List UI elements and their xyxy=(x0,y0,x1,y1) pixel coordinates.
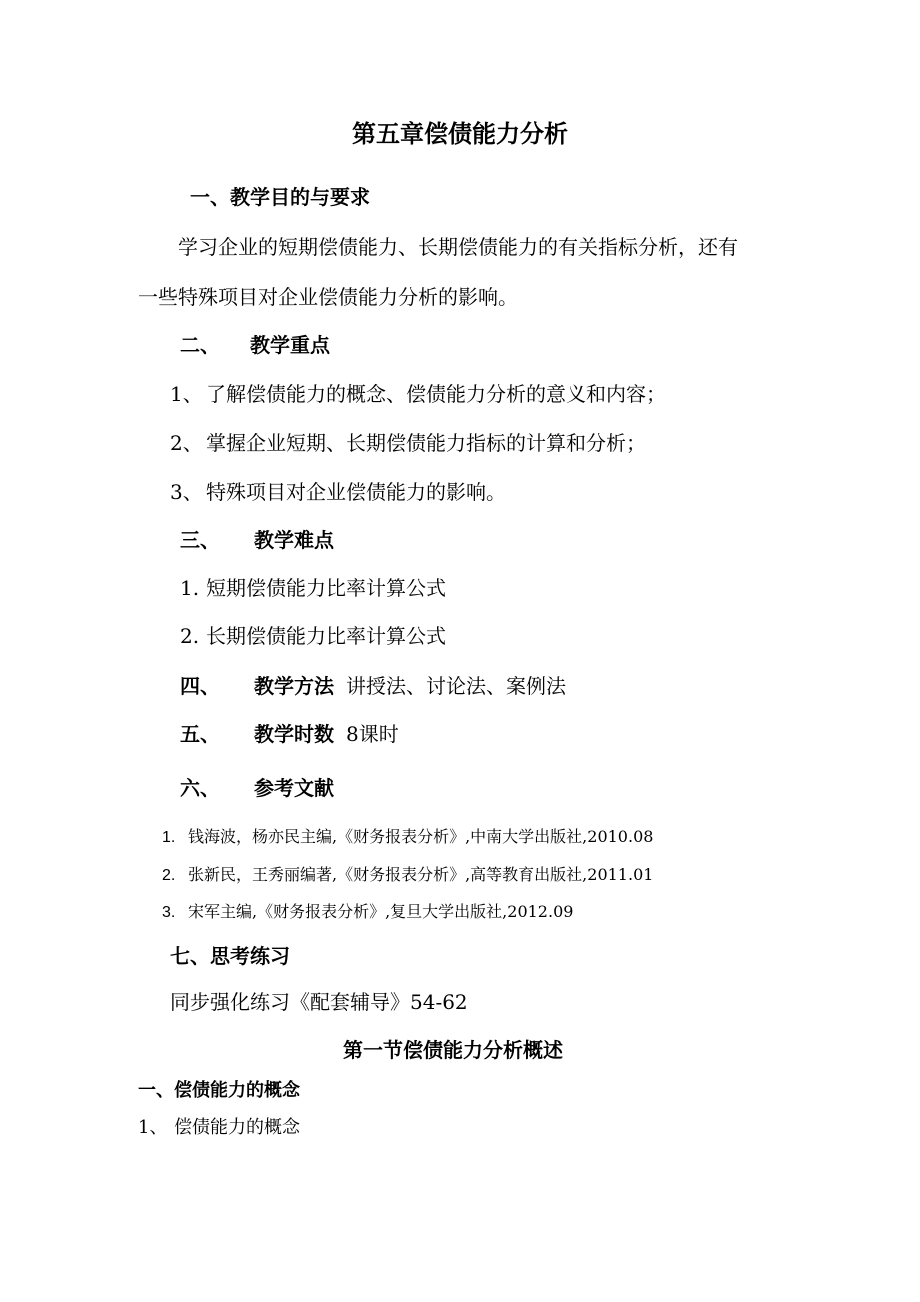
list-item-text: 特殊项目对企业偿债能力的影响。 xyxy=(206,480,506,504)
section-title: 教学重点 xyxy=(250,333,330,357)
reference-number: 1. xyxy=(162,829,176,846)
section-hours xyxy=(180,724,399,744)
objectives-text-line1: 学习企业的短期偿债能力、长期偿债能力的有关指标分析，还有 xyxy=(178,235,738,259)
list-item xyxy=(138,1119,300,1137)
section-heading-exercises: 七、思考练习 xyxy=(170,944,290,968)
list-item xyxy=(180,578,446,598)
page-title: 第五章偿债能力分析 xyxy=(352,120,568,148)
section-title: 教学时数 xyxy=(254,722,334,746)
exercises-text: 同步强化练习《配套辅导》54-62 xyxy=(170,990,468,1014)
reference-number: 2. xyxy=(162,867,176,884)
section-number: 四、 xyxy=(180,674,220,698)
reference-text: 宋军主编,《财务报表分析》,复旦大学出版社,2012.09 xyxy=(188,902,574,921)
list-item xyxy=(170,384,666,404)
objectives-text-line2: 一些特殊项目对企业偿债能力分析的影响。 xyxy=(138,285,518,309)
section-title: 教学难点 xyxy=(254,528,334,552)
reference-item xyxy=(162,904,573,921)
section-text: 讲授法、讨论法、案例法 xyxy=(346,674,566,698)
section-number: 二、 xyxy=(180,333,220,357)
section-heading-difficulties xyxy=(180,530,334,550)
reference-item xyxy=(162,867,653,884)
section-title: 参考文献 xyxy=(254,776,334,800)
section-heading-objectives: 一、教学目的与要求 xyxy=(190,185,370,209)
section-methods xyxy=(180,676,566,696)
list-item-text: 了解偿债能力的概念、偿债能力分析的意义和内容； xyxy=(206,382,666,406)
list-item-text: 偿债能力的概念 xyxy=(174,1117,300,1138)
reference-text: 张新民，王秀丽编著,《财务报表分析》,高等教育出版社,2011.01 xyxy=(188,865,654,884)
section-heading-key-points xyxy=(180,335,330,355)
reference-item xyxy=(162,829,653,846)
list-item-text: 短期偿债能力比率计算公式 xyxy=(206,576,446,600)
list-item-text: 掌握企业短期、长期偿债能力指标的计算和分析； xyxy=(206,431,646,455)
reference-text: 钱海波，杨亦民主编,《财务报表分析》,中南大学出版社,2010.08 xyxy=(188,827,654,846)
list-item-number: 2. xyxy=(180,624,200,648)
list-item xyxy=(170,482,506,502)
section-number: 五、 xyxy=(180,722,220,746)
list-item xyxy=(180,626,446,646)
list-item-number: 1、 xyxy=(138,1117,168,1138)
list-item-number: 1. xyxy=(180,576,200,600)
list-item xyxy=(170,433,646,453)
section-text: 8课时 xyxy=(346,722,399,746)
list-item-number: 2、 xyxy=(170,431,203,455)
subsection-title: 第一节偿债能力分析概述 xyxy=(343,1038,563,1062)
list-item-number: 3、 xyxy=(170,480,203,504)
section-number: 六、 xyxy=(180,776,220,800)
list-item-text: 长期偿债能力比率计算公式 xyxy=(206,624,446,648)
subsection-heading: 一、偿债能力的概念 xyxy=(138,1080,300,1101)
section-number: 三、 xyxy=(180,528,220,552)
section-title: 教学方法 xyxy=(254,674,334,698)
reference-number: 3. xyxy=(162,904,176,921)
list-item-number: 1、 xyxy=(170,382,203,406)
section-heading-references xyxy=(180,778,334,798)
